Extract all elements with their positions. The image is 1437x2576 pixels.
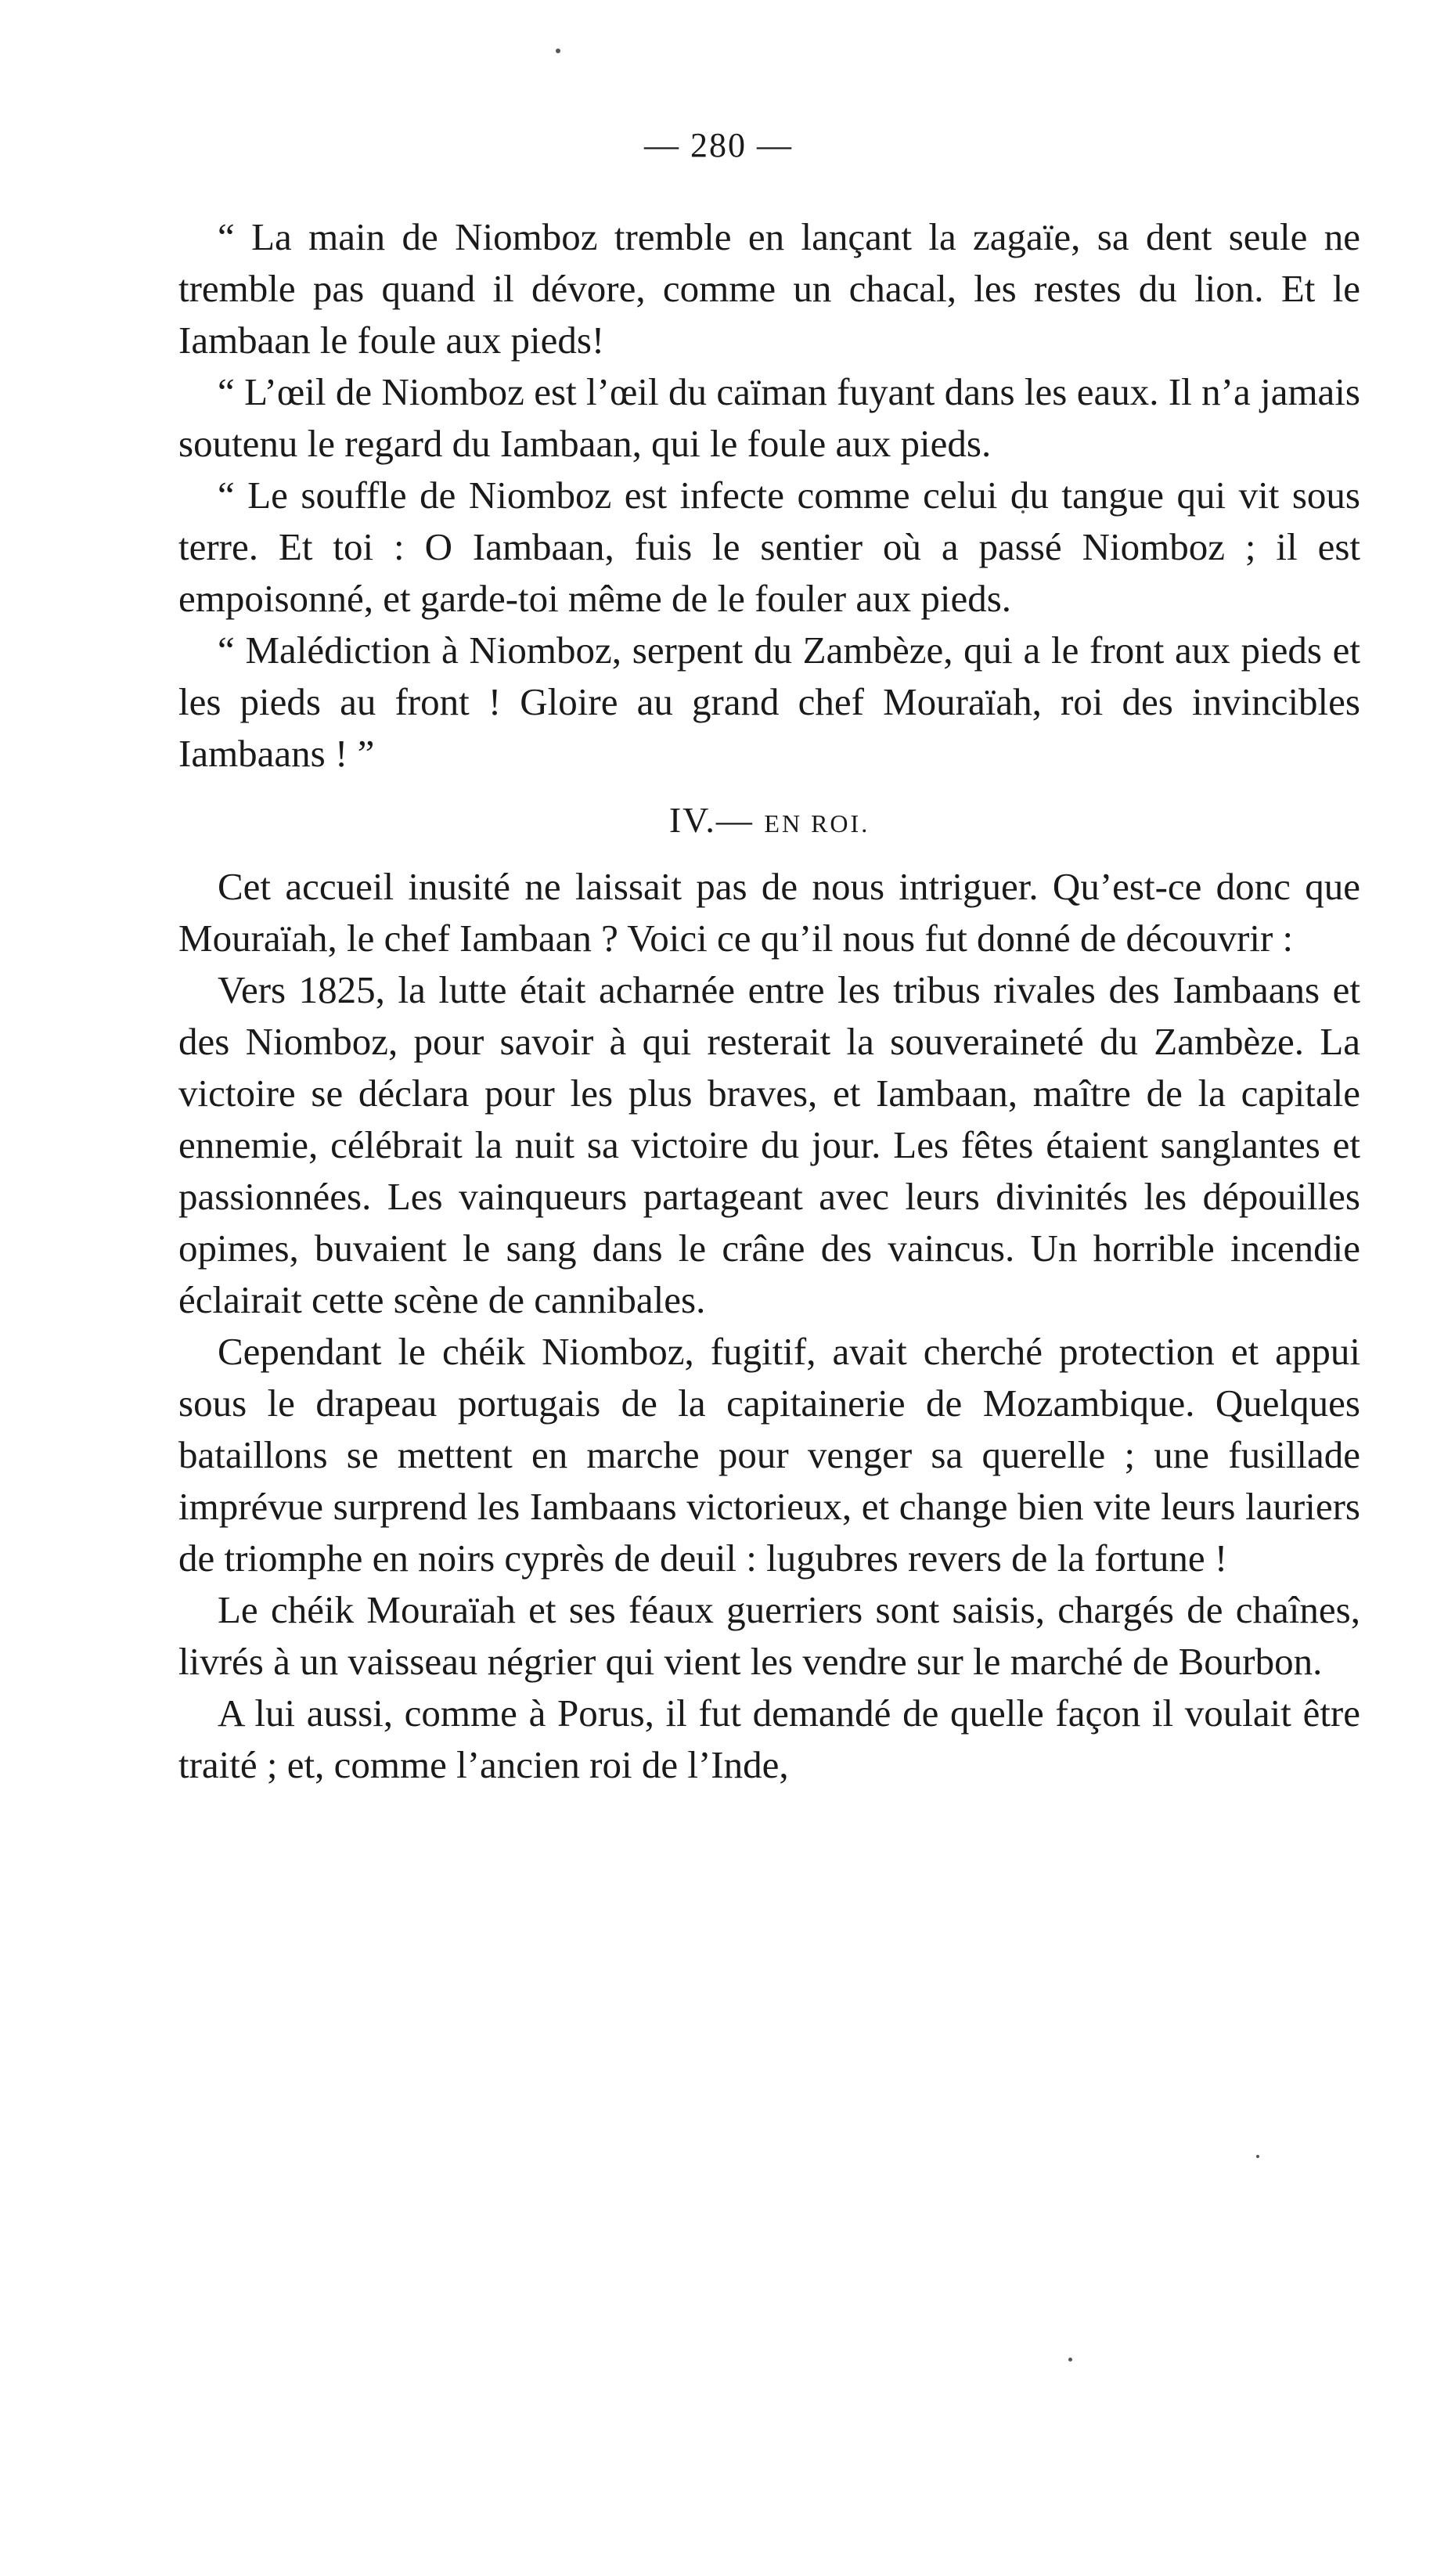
scan-speck <box>1256 2155 1259 2158</box>
page-number: — 280 — <box>644 126 793 164</box>
scan-speck <box>556 49 560 53</box>
body-text <box>178 211 1360 1791</box>
paragraph: “ Malédiction à Niomboz, serpent du Zambèze, qui a le front aux pieds et les pieds au front ! Gloire au grand chef Mouraïah, roi des invincibles Iambaans ! ” <box>178 629 1360 775</box>
paragraph: A lui aussi, comme à Porus, il fut demandé de quelle façon il voulait être traité ; et, comme l’ancien roi de l’Inde, <box>178 1692 1360 1786</box>
paragraph: Le chéik Mouraïah et ses féaux guerriers sont saisis, chargés de chaînes, livrés à un vaisseau négrier qui vient les vendre sur le marché de Bourbon. <box>178 1588 1360 1683</box>
paragraph: “ Le souffle de Niomboz est infecte comme celui du tangue qui vit sous terre. Et toi : O Iambaan, fuis le sentier où a passé Niomboz ; il est empoisonné, et garde-toi même de le fouler aux pieds. <box>178 474 1360 620</box>
section-heading <box>178 797 1360 847</box>
section-title: EN ROI. <box>764 809 870 838</box>
scan-speck <box>1068 2358 1072 2362</box>
paragraph: “ La main de Niomboz tremble en lançant la zagaïe, sa dent seule ne tremble pas quand il dévore, comme un chacal, les restes du lion. Et le Iambaan le foule aux pieds! <box>178 215 1360 362</box>
paragraph: Cependant le chéik Niomboz, fugitif, avait cherché protection et appui sous le drapeau portugais de la capitainerie de Mozambique. Quelques bataillons se mettent en marche pour venger sa querelle ; une fusillade imprévue surprend les Iambaans victorieux, et change bien vite leurs lauriers de triomphe en noirs cyprès de deuil : lugubres revers de la fortune ! <box>178 1330 1360 1580</box>
paragraph: Cet accueil inusité ne laissait pas de nous intriguer. Qu’est-ce donc que Mouraïah, le chef Iambaan ? Voici ce qu’il nous fut donné de découvrir : <box>178 865 1360 960</box>
section-number: IV.— <box>668 800 754 840</box>
paragraph: Vers 1825, la lutte était acharnée entre les tribus rivales des Iambaans et des Niomboz, pour savoir à qui resterait la souveraineté du Zambèze. La victoire se déclara pour les plus braves, et Iambaan, maître de la capitale ennemie, célébrait la nuit sa victoire du jour. Les fêtes étaient sanglantes et passionnées. Les vainqueurs partageant avec leurs divinités les dépouilles opimes, buvaient le sang dans le crâne des vaincus. Un horrible incendie éclairait cette scène de cannibales. <box>178 968 1360 1321</box>
paragraph: “ L’œil de Niomboz est l’œil du caïman fuyant dans les eaux. Il n’a jamais soutenu le regard du Iambaan, qui le foule aux pieds. <box>178 370 1360 465</box>
